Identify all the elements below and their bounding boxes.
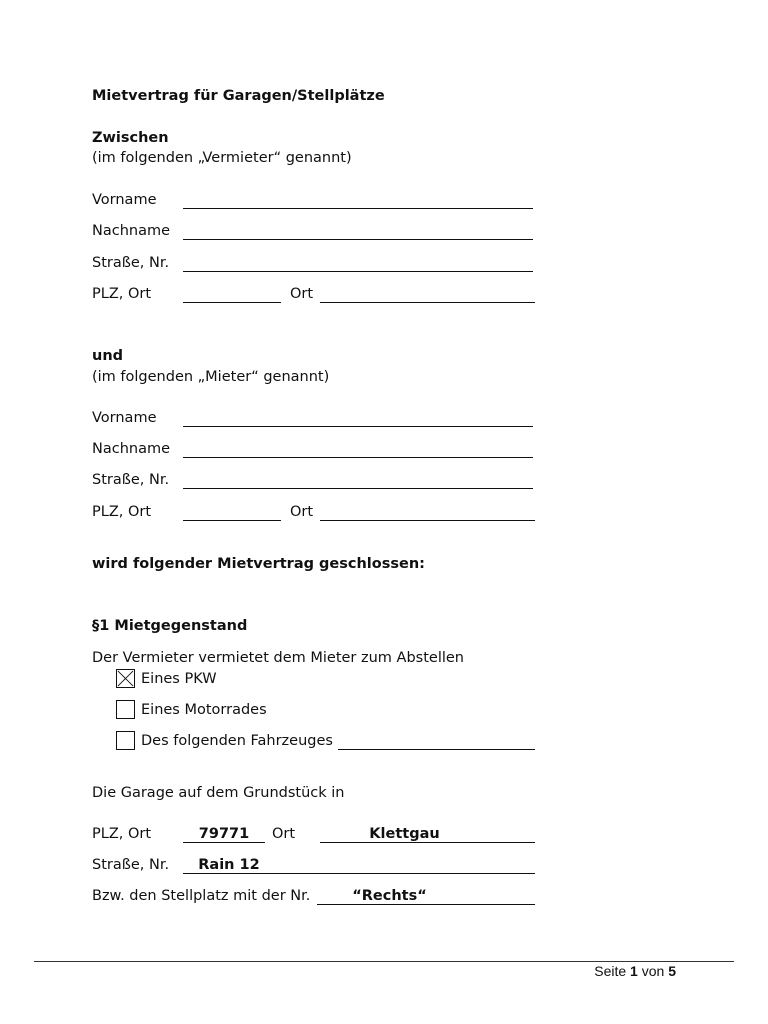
- garage-plz-value[interactable]: 79771: [198, 826, 250, 842]
- option-fahrzeug-label: Des folgenden Fahrzeuges: [141, 733, 333, 749]
- landlord-ort-label: Ort: [290, 286, 314, 302]
- garage-ort-label: Ort: [272, 826, 296, 842]
- parking-value[interactable]: “Rechts“: [352, 888, 427, 904]
- garage-street-line: [183, 873, 535, 874]
- tenant-ort-field[interactable]: [320, 520, 535, 521]
- page-total: 5: [668, 963, 676, 979]
- tenant-plz-field[interactable]: [183, 520, 281, 521]
- page-number: [594, 964, 676, 978]
- landlord-plz-label: PLZ, Ort: [92, 286, 152, 302]
- document-title: Mietvertrag für Garagen/Stellplätze: [92, 88, 385, 104]
- garage-location-text: Die Garage auf dem Grundstück in: [92, 785, 345, 801]
- landlord-strasse-field[interactable]: [183, 271, 533, 272]
- section1-heading: §1 Mietgegenstand: [92, 618, 248, 634]
- fahrzeug-field[interactable]: [338, 749, 535, 750]
- tenant-strasse-field[interactable]: [183, 488, 533, 489]
- garage-street-value[interactable]: Rain 12: [198, 857, 260, 873]
- section1-intro: Der Vermieter vermietet dem Mieter zum Abstellen: [92, 650, 464, 666]
- tenant-plz-label: PLZ, Ort: [92, 504, 152, 520]
- landlord-plz-field[interactable]: [183, 302, 281, 303]
- parking-line: [317, 904, 535, 905]
- landlord-nachname-field[interactable]: [183, 239, 533, 240]
- between-heading: Zwischen: [92, 130, 169, 146]
- tenant-vorname-label: Vorname: [92, 410, 157, 426]
- checkbox-pkw[interactable]: [116, 669, 135, 688]
- contract-concluded: wird folgender Mietvertrag geschlossen:: [92, 556, 425, 572]
- option-pkw-label: Eines PKW: [141, 671, 217, 687]
- page-current: 1: [630, 963, 638, 979]
- checkbox-fahrzeug[interactable]: [116, 731, 135, 750]
- garage-ort-line: [320, 842, 535, 843]
- tenant-strasse-label: Straße, Nr.: [92, 472, 170, 488]
- landlord-nachname-label: Nachname: [92, 223, 171, 239]
- landlord-ort-field[interactable]: [320, 302, 535, 303]
- page-prefix: Seite: [594, 963, 627, 979]
- checkbox-motorrad[interactable]: [116, 700, 135, 719]
- footer-divider: [34, 961, 734, 962]
- garage-street-label: Straße, Nr.: [92, 857, 170, 873]
- check-x-icon: [117, 670, 134, 687]
- parking-label: Bzw. den Stellplatz mit der Nr.: [92, 888, 311, 904]
- garage-plz-label: PLZ, Ort: [92, 826, 152, 842]
- tenant-nachname-label: Nachname: [92, 441, 171, 457]
- garage-ort-value[interactable]: Klettgau: [369, 826, 440, 842]
- option-motorrad-label: Eines Motorrades: [141, 702, 267, 718]
- garage-plz-line: [183, 842, 265, 843]
- tenant-nachname-field[interactable]: [183, 457, 533, 458]
- tenant-note: (im folgenden „Mieter“ genannt): [92, 369, 330, 385]
- tenant-vorname-field[interactable]: [183, 426, 533, 427]
- landlord-note: (im folgenden „Vermieter“ genannt): [92, 150, 352, 166]
- landlord-vorname-field[interactable]: [183, 208, 533, 209]
- landlord-strasse-label: Straße, Nr.: [92, 255, 170, 271]
- landlord-vorname-label: Vorname: [92, 192, 157, 208]
- and-heading: und: [92, 348, 124, 364]
- tenant-ort-label: Ort: [290, 504, 314, 520]
- page-sep: von: [641, 963, 665, 979]
